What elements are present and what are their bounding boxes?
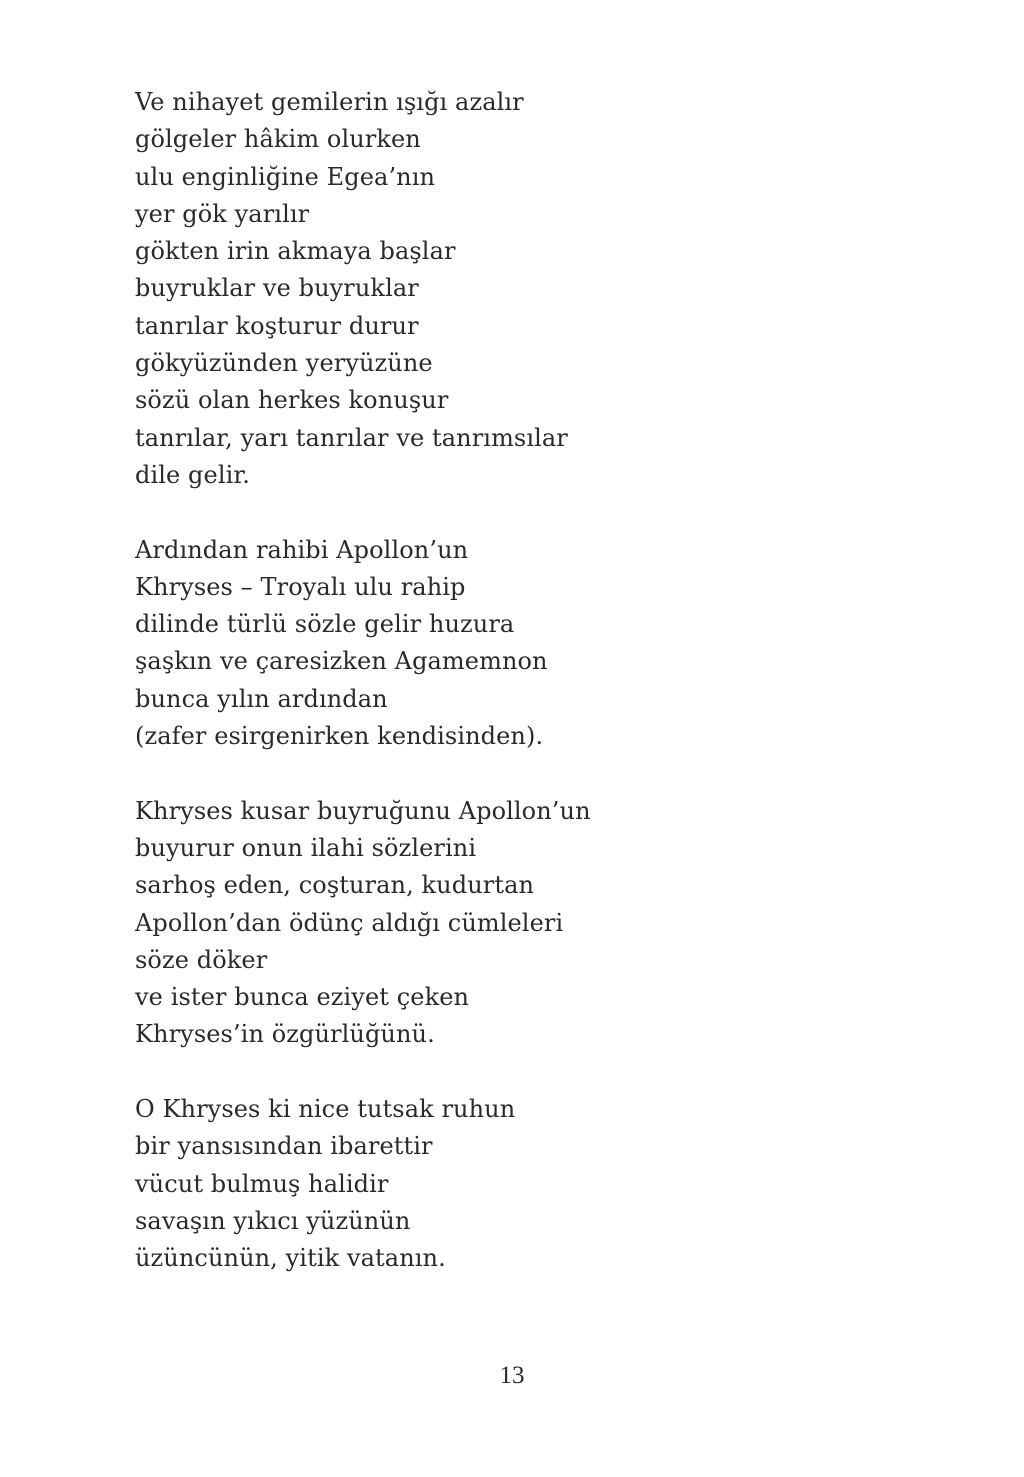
poem-line: dile gelir. [135,460,251,489]
poem-line: üzüncünün, yitik vatanın. [135,1244,446,1273]
poem-body [135,84,895,1278]
poem-line: O Khryses ki nice tutsak ruhun [135,1095,516,1124]
stanza-1 [135,84,895,494]
poem-line: ulu enginliğine Egea’nın [135,162,436,191]
page-number: 13 [499,1362,525,1389]
poem-line: tanrılar, yarı tanrılar ve tanrımsılar [135,423,568,452]
stanza-3 [135,793,895,1054]
poem-line: yer gök yarılır [135,199,310,228]
poem-line: bir yansısından ibarettir [135,1132,433,1161]
poem-line: ve ister bunca eziyet çeken [135,983,470,1012]
poem-line: buyurur onun ilahi sözlerini [135,833,477,862]
poem-line: savaşın yıkıcı yüzünün [135,1206,411,1235]
poem-line: bunca yılın ardından [135,684,388,713]
poem-line: söze döker [135,945,268,974]
poem-line: Khryses – Troyalı ulu rahip [135,572,466,601]
poem-line: Apollon’dan ödünç aldığı cümleleri [135,908,564,937]
poem-line: Khryses’in özgürlüğünü. [135,1020,435,1049]
poem-line: buyruklar ve buyruklar [135,274,419,303]
poem-line: gökyüzünden yeryüzüne [135,349,433,378]
poem-line: sözü olan herkes konuşur [135,386,449,415]
poem-line: gökten irin akmaya başlar [135,237,456,266]
stanza-4 [135,1091,895,1277]
poem-line: Ardından rahibi Apollon’un [135,535,469,564]
poem-line: Ve nihayet gemilerin ışığı azalır [135,88,524,116]
poem-line: (zafer esirgenirken kendisinden). [135,722,544,751]
poem-line: Khryses kusar buyruğunu Apollon’un [135,796,591,825]
stanza-2 [135,532,895,756]
poem-line: tanrılar koşturur durur [135,311,419,340]
poem-line: vücut bulmuş halidir [135,1169,389,1198]
poem-line: şaşkın ve çaresizken Agamemnon [135,647,548,676]
poem-line: sarhoş eden, coşturan, kudurtan [135,871,535,900]
poem-line: dilinde türlü sözle gelir huzura [135,610,515,639]
poem-line: gölgeler hâkim olurken [135,125,421,154]
